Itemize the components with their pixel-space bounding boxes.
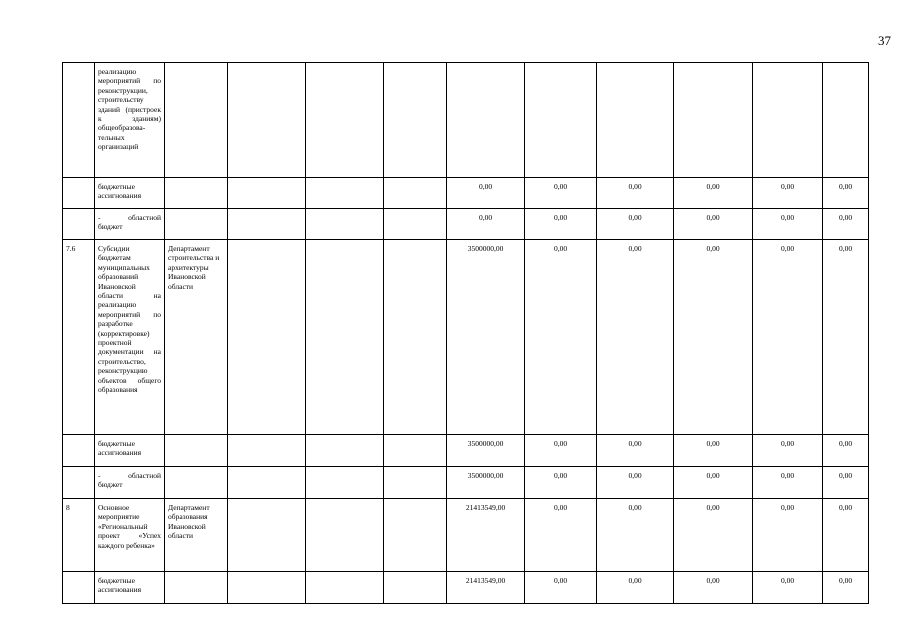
description-cell: бюджетные ассигнования (95, 178, 165, 209)
col-4-cell (228, 240, 306, 435)
amount-1-cell: 21413549,00 (447, 572, 525, 604)
amount-3-cell: 0,00 (597, 467, 674, 499)
row-number-cell: 7.6 (63, 240, 95, 435)
col-4-cell (228, 63, 306, 178)
amount-2-cell: 0,00 (525, 435, 597, 467)
amount-1-cell: 3500000,00 (447, 435, 525, 467)
amount-5-cell (753, 63, 823, 178)
row-number-cell (63, 435, 95, 467)
responsible-executor-cell: Департамент строительства и архитектуры Ивановской области (165, 240, 228, 435)
table-row (63, 467, 869, 499)
amount-4-cell: 0,00 (674, 499, 753, 572)
col-6-cell (384, 240, 447, 435)
page-number: 37 (878, 33, 891, 48)
table-row (63, 240, 869, 435)
amount-6-cell: 0,00 (823, 178, 869, 209)
col-4-cell (228, 572, 306, 604)
amount-1-cell: 3500000,00 (447, 467, 525, 499)
amount-4-cell: 0,00 (674, 209, 753, 240)
table-row (63, 63, 869, 178)
col-5-cell (306, 209, 384, 240)
col-6-cell (384, 572, 447, 604)
col-6-cell (384, 467, 447, 499)
amount-4-cell: 0,00 (674, 240, 753, 435)
amount-6-cell: 0,00 (823, 499, 869, 572)
amount-2-cell: 0,00 (525, 467, 597, 499)
amount-1-cell (447, 63, 525, 178)
description-cell: - областной бюджет (95, 209, 165, 240)
description-cell: реализацию мероприятий по реконструкции, строительству зданий (пристроек к зданиям) общеобразова-тельных организаций (95, 63, 165, 178)
amount-6-cell: 0,00 (823, 467, 869, 499)
row-number-cell (63, 572, 95, 604)
col-5-cell (306, 499, 384, 572)
amount-1-cell: 3500000,00 (447, 240, 525, 435)
col-5-cell (306, 572, 384, 604)
table-row (63, 499, 869, 572)
table-body (63, 63, 869, 604)
row-number-cell (63, 178, 95, 209)
row-number-cell (63, 63, 95, 178)
amount-6-cell: 0,00 (823, 209, 869, 240)
col-5-cell (306, 467, 384, 499)
description-cell: бюджетные ассигнования (95, 435, 165, 467)
amount-3-cell: 0,00 (597, 178, 674, 209)
amount-3-cell: 0,00 (597, 572, 674, 604)
col-6-cell (384, 499, 447, 572)
col-6-cell (384, 63, 447, 178)
description-cell: Субсидии бюджетам муниципальных образований Ивановской области на реализацию мероприятий по разработке (корректировке) проектной документации на строительство, реконструкцию объектов общего образования (95, 240, 165, 435)
table-row (63, 572, 869, 604)
description-cell: - областной бюджет (95, 467, 165, 499)
responsible-executor-cell (165, 178, 228, 209)
amount-6-cell: 0,00 (823, 240, 869, 435)
amount-6-cell: 0,00 (823, 572, 869, 604)
amount-5-cell: 0,00 (753, 572, 823, 604)
amount-5-cell: 0,00 (753, 178, 823, 209)
table-row (63, 435, 869, 467)
col-4-cell (228, 499, 306, 572)
amount-5-cell: 0,00 (753, 499, 823, 572)
responsible-executor-cell (165, 209, 228, 240)
col-4-cell (228, 467, 306, 499)
responsible-executor-cell (165, 572, 228, 604)
row-number-cell (63, 467, 95, 499)
amount-6-cell: 0,00 (823, 435, 869, 467)
amount-2-cell: 0,00 (525, 499, 597, 572)
amount-3-cell: 0,00 (597, 240, 674, 435)
col-4-cell (228, 209, 306, 240)
row-number-cell (63, 209, 95, 240)
responsible-executor-cell: Департамент образования Ивановской области (165, 499, 228, 572)
col-6-cell (384, 178, 447, 209)
responsible-executor-cell (165, 63, 228, 178)
amount-5-cell: 0,00 (753, 209, 823, 240)
col-4-cell (228, 435, 306, 467)
amount-1-cell: 0,00 (447, 209, 525, 240)
col-5-cell (306, 435, 384, 467)
amount-2-cell: 0,00 (525, 572, 597, 604)
amount-5-cell: 0,00 (753, 435, 823, 467)
col-5-cell (306, 178, 384, 209)
responsible-executor-cell (165, 435, 228, 467)
col-5-cell (306, 63, 384, 178)
col-6-cell (384, 435, 447, 467)
row-number-cell: 8 (63, 499, 95, 572)
amount-4-cell (674, 63, 753, 178)
col-5-cell (306, 240, 384, 435)
amount-3-cell: 0,00 (597, 435, 674, 467)
amount-2-cell: 0,00 (525, 209, 597, 240)
amount-2-cell: 0,00 (525, 178, 597, 209)
amount-1-cell: 0,00 (447, 178, 525, 209)
amount-3-cell: 0,00 (597, 499, 674, 572)
amount-2-cell: 0,00 (525, 240, 597, 435)
amount-4-cell: 0,00 (674, 435, 753, 467)
amount-6-cell (823, 63, 869, 178)
table-row (63, 209, 869, 240)
budget-table (62, 62, 869, 604)
description-cell: бюджетные ассигнования (95, 572, 165, 604)
amount-5-cell: 0,00 (753, 467, 823, 499)
col-4-cell (228, 178, 306, 209)
col-6-cell (384, 209, 447, 240)
responsible-executor-cell (165, 467, 228, 499)
description-cell: Основное мероприятие «Региональный проект «Успех каждого ребенка» (95, 499, 165, 572)
amount-4-cell: 0,00 (674, 178, 753, 209)
amount-2-cell (525, 63, 597, 178)
table-row (63, 178, 869, 209)
amount-3-cell: 0,00 (597, 209, 674, 240)
amount-3-cell (597, 63, 674, 178)
amount-4-cell: 0,00 (674, 572, 753, 604)
amount-4-cell: 0,00 (674, 467, 753, 499)
amount-1-cell: 21413549,00 (447, 499, 525, 572)
amount-5-cell: 0,00 (753, 240, 823, 435)
